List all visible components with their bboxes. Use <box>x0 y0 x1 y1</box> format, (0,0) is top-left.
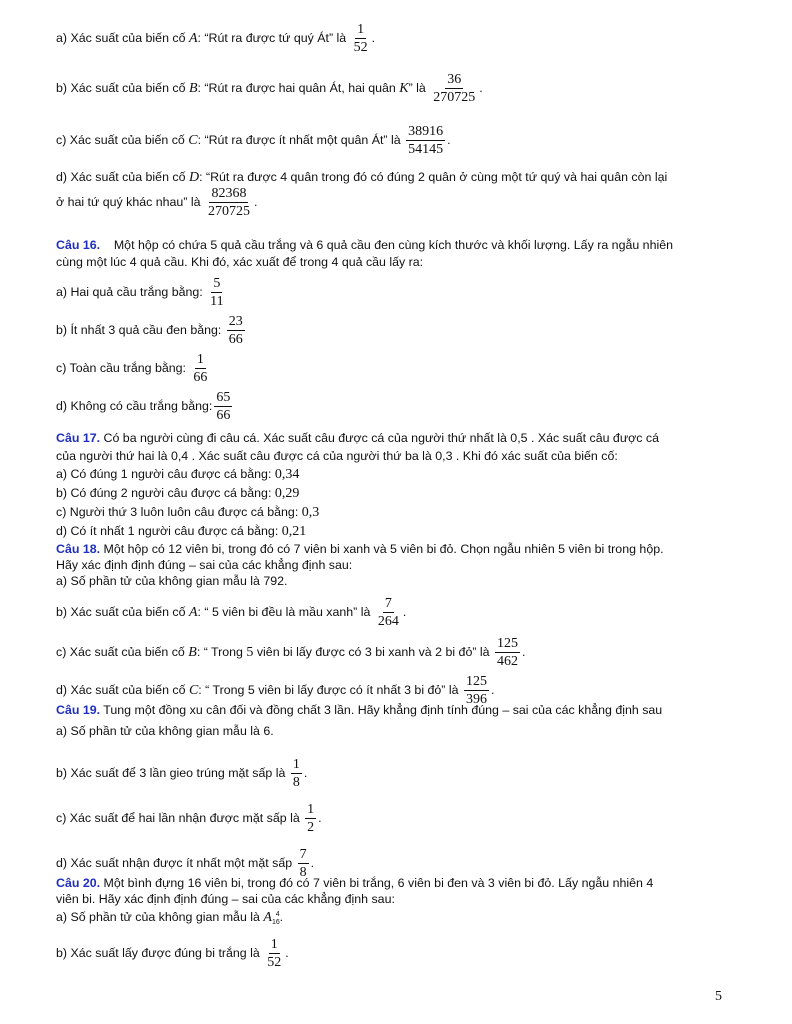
fraction: $\frac{23}{66}$ <box>228 314 243 347</box>
q19-option-a: a) Số phần tử của không gian mẫu là 6. <box>56 724 274 738</box>
q17-option-c: c) Người thứ 3 luôn luôn câu được cá bằng: 0,3 <box>56 505 320 520</box>
page-number: 5 <box>715 989 722 1004</box>
p15-option-a: a) Xác suất của biến cố A: “Rút ra được tứ quý Át” là $\frac{1}{52}$ . <box>56 22 376 55</box>
fraction: $\frac{7}{264}$ <box>377 596 399 629</box>
p15-option-d-line2: ở hai tứ quý khác nhau” là $\frac{82368}{270725}$ . <box>56 186 258 219</box>
fraction: $\frac{36}{270725}$ <box>433 72 476 105</box>
question-label: Câu 18. <box>56 542 101 556</box>
fraction: $\frac{38916}{54145}$ <box>408 124 444 157</box>
fraction: $\frac{1}{52}$ <box>267 937 282 970</box>
q18-option-a: a) Số phần tử của không gian mẫu là 792. <box>56 574 288 588</box>
q18-option-b: b) Xác suất của biến cố A: “ 5 viên bi đều là mầu xanh” là $\frac{7}{264}$ . <box>56 596 407 629</box>
p15-option-c: c) Xác suất của biến cố C: “Rút ra được ít nhất một quân Át” là $\frac{38916}{54145}$ . <box>56 124 451 157</box>
question-label: Câu 19. <box>56 703 101 717</box>
q17-option-a: a) Có đúng 1 người câu được cá bằng: 0,34 <box>56 467 300 482</box>
q16-stem-line1: Câu 16. Một hộp có chứa 5 quả cầu trắng và 6 quả cầu đen cùng kích thước và khối lượng. Lấy ra ngẫu nhiên <box>56 238 673 252</box>
fraction: $\frac{125}{396}$ <box>465 674 487 707</box>
question-label: Câu 20. <box>56 876 101 890</box>
q17-stem-line2: của người thứ hai là 0,4 . Xác suất câu được cá của người thứ ba là 0,3 . Khi đó xác suất của biến cố: <box>56 449 618 463</box>
q20-stem-line2: viên bi. Hãy xác định định đúng – sai của các khẳng định sau: <box>56 892 395 906</box>
q20-option-b: b) Xác suất lấy được đúng bi trắng là $\frac{1}{52}$ . <box>56 937 289 970</box>
question-label: Câu 17. <box>56 431 101 445</box>
q18-option-c: c) Xác suất của biến cố B: “ Trong 5 viên bi lấy được có 3 bi xanh và 2 bi đỏ” là $\frac{125}{462}$ . <box>56 636 526 669</box>
question-label: Câu 16. <box>56 238 101 252</box>
q17-option-b: b) Có đúng 2 người câu được cá bằng: 0,29 <box>56 486 300 501</box>
q19-option-c: c) Xác suất để hai lần nhận được mặt sấp là $\frac{1}{2}$ . <box>56 802 322 835</box>
fraction: $\frac{1}{52}$ <box>353 22 368 55</box>
fraction: $\frac{1}{2}$ <box>307 802 315 835</box>
fraction: $\frac{7}{8}$ <box>299 847 307 880</box>
q20-stem-line1: Câu 20. Một bình đựng 16 viên bi, trong đó có 7 viên bi trắng, 6 viên bi đen và 3 viên bi đỏ. Lấy ngẫu nhiên 4 <box>56 876 654 890</box>
q18-stem-line2: Hãy xác định định đúng – sai của các khẳng định sau: <box>56 558 353 572</box>
q19-stem-line1: Câu 19. Tung một đồng xu cân đối và đồng chất 3 lần. Hãy khẳng định tính đúng – sai của các khẳng định sau <box>56 703 663 717</box>
q18-option-d: d) Xác suất của biến cố C: “ Trong 5 viên bi lấy được có ít nhất 3 bi đỏ” là $\frac{125}{396}$ . <box>56 674 495 707</box>
q18-stem-line1: Câu 18. Một hộp có 12 viên bi, trong đó có 7 viên bi xanh và 5 viên bi đỏ. Chọn ngẫu nhiên 5 viên bi trong hộp. <box>56 542 664 556</box>
fraction: $\frac{125}{462}$ <box>497 636 518 669</box>
q16-option-c: c) Toàn cầu trắng bằng: $\frac{1}{66}$ <box>56 352 208 385</box>
p15-option-d-line1: d) Xác suất của biến cố D: “Rút ra được 4 quân trong đó có đúng 2 quân ở cùng một tứ quý và hai quân còn lại <box>56 170 668 185</box>
q19-option-d: d) Xác suất nhận được ít nhất một mặt sấp $\frac{7}{8}$ . <box>56 847 315 880</box>
q16-option-d: d) Không có cầu trắng bằng: $\frac{65}{66}$ <box>56 390 231 423</box>
q17-option-d: d) Có ít nhất 1 người câu được cá bằng: 0,21 <box>56 524 307 539</box>
fraction: $\frac{1}{66}$ <box>193 352 208 385</box>
q16-option-a: a) Hai quả cầu trắng bằng: $\frac{5}{11}$ <box>56 276 224 309</box>
p15-option-b: b) Xác suất của biến cố B: “Rút ra được hai quân Át, hai quân K” là $\frac{36}{270725}$ . <box>56 72 483 105</box>
q16-stem-line2: cùng một lúc 4 quả cầu. Khi đó, xác xuất để trong 4 quả cầu lấy ra: <box>56 255 424 269</box>
q20-option-a: a) Số phần tử của không gian mẫu là $A_{16}^4$. <box>56 910 284 926</box>
q17-stem-line1: Câu 17. Có ba người cùng đi câu cá. Xác suất câu được cá của người thứ nhất là 0,5 . Xác suất câu được cá <box>56 431 659 445</box>
fraction: $\frac{65}{66}$ <box>216 390 231 423</box>
q19-option-b: b) Xác suất để 3 lần gieo trúng mặt sấp là $\frac{1}{8}$ . <box>56 757 308 790</box>
fraction: $\frac{1}{8}$ <box>292 757 300 790</box>
fraction: $\frac{5}{11}$ <box>210 276 224 309</box>
fraction: $\frac{82368}{270725}$ <box>207 186 250 219</box>
q16-option-b: b) Ít nhất 3 quả cầu đen bằng: $\frac{23}{66}$ <box>56 314 243 347</box>
